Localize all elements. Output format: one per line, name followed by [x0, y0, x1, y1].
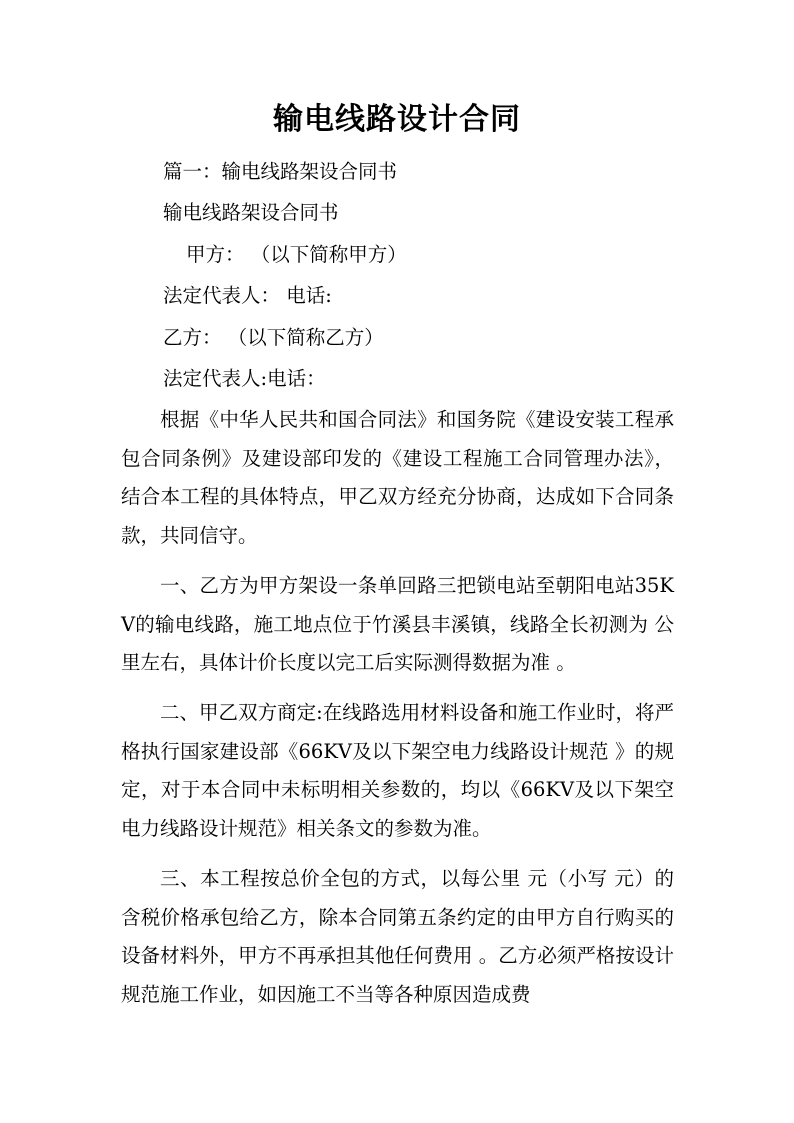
party-a-line: 甲方： （以下简称甲方）: [186, 243, 407, 266]
document-title: 输电线路设计合同: [273, 102, 521, 137]
clause-one-paragraph: 一、乙方为甲方架设一条单回路三把锁电站至朝阳电站35KV的输电线路，施工地点位于竹溪县丰溪镇，线路全长初测为 公里左右，具体计价长度以完工后实际测得数据为准 。: [121, 574, 674, 675]
clause-three-paragraph: 三、本工程按总价全包的方式，以每公里 元（小写 元）的含税价格承包给乙方，除本合同第五条约定的由甲方自行购买的设备材料外，甲方不再承担其他任何费用 。乙方必须严格按设计规范施工作业，如因施工不当等各种原因造成费: [121, 867, 674, 1007]
contract-subtitle: 输电线路架设合同书: [163, 201, 339, 224]
party-b-line: 乙方： （以下简称乙方）: [163, 326, 384, 349]
party-b-representative-line: 法定代表人:电话：: [163, 367, 326, 390]
clause-two-paragraph: 二、甲乙双方商定:在线路选用材料设备和施工作业时，将严格执行国家建设部《66KV及以下架空电力线路设计规范 》的规定，对于本合同中未标明相关参数的，均以《66KV及以下架空电力线路设计规范》相关条文的参数为准。: [121, 701, 674, 841]
section-heading: 篇一：输电线路架设合同书: [163, 160, 398, 183]
party-a-representative-line: 法定代表人： 电话:: [163, 284, 332, 307]
preamble-paragraph: 根据《中华人民共和国合同法》和国务院《建设安装工程承包合同条例》及建设部印发的《建设工程施工合同管理办法》，结合本工程的具体特点，甲乙双方经充分协商，达成如下合同条款，共同信守。: [121, 408, 674, 548]
